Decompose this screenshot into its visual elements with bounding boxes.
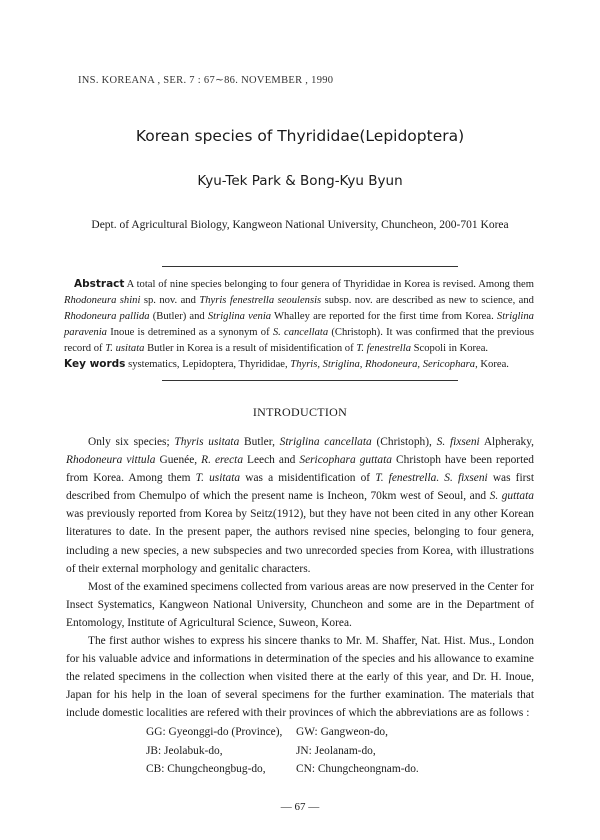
article-title: Korean species of Thyrididae(Lepidoptera)	[135, 127, 465, 145]
province-abbreviations	[146, 723, 419, 779]
abbreviation-row: CB: Chungcheongbug-do, CN: Chungcheongnam-do.	[146, 763, 419, 775]
abbreviation-row: GG: Gyeonggi-do (Province), GW: Gangweon-do,	[146, 726, 388, 738]
intro-paragraph-1: Only six species; Thyris usitata Butler, Striglina cancellata (Christoph), S. fixseni Alpheraky, Rhodoneura vittula Guenée, R. erecta Leech and Sericophara guttata Christoph have been reported from Korea. Among them T. usitata was a misidentification of T. fenestrella. S. fixseni was first described from Chemulpo of which the present name is Incheon, 70km west of Seoul, and S. guttata was previously reported from Korea by Seitz(1912), but they have not been cited in any other Korean literatures to date. In the present paper, the authors revised nine species, belonging to four genera, including a new species, a new subspecies and two unrecorded species from Korea, with illustrations of their external morphology and genitalic characters.	[66, 436, 535, 575]
intro-paragraph-2: Most of the examined specimens collected from various areas are now preserved in the Center for Insect Systematics, Kangweon National University, Chuncheon and some are in the Department of Entomology, Institute of Agricultural Science, Suweon, Korea.	[66, 580, 534, 629]
page-number: — 67 —	[280, 801, 320, 813]
top-divider	[162, 266, 458, 267]
keywords-label: Key words	[64, 358, 126, 370]
bottom-divider	[162, 380, 458, 381]
article-authors: Kyu-Tek Park & Bong-Kyu Byun	[197, 173, 403, 189]
section-heading: INTRODUCTION	[252, 405, 348, 419]
author-affiliation: Dept. of Agricultural Biology, Kangweon National University, Chuncheon, 200-701 Korea	[91, 219, 509, 231]
journal-citation: INS. KOREANA , SER. 7 : 67∼86. NOVEMBER , 1990	[78, 75, 334, 86]
introduction-body	[66, 433, 534, 723]
abstract-label: Abstract	[74, 278, 125, 290]
abbreviation-row: JB: Jeolabuk-do, JN: Jeolanam-do,	[146, 744, 376, 757]
intro-paragraph-3: The first author wishes to express his sincere thanks to Mr. M. Shaffer, Nat. Hist. Mus., London for his valuable advice and informations in determination of the species and his allowance to examine the related specimens in the collection when visited there at the early of this year, and Dr. H. Inoue, Japan for his help in the loan of several specimens for the further examination. The materials that include domestic localities are refered with their provinces of which the abbreviations are as follows :	[66, 635, 534, 720]
abstract: Abstract A total of nine species belonging to four genera of Thyrididae in Korea is revised. Among them Rhodoneura shini sp. nov. and Thyris fenestrella seoulensis subsp. nov. are described as new to science, and Rhodoneura pallida (Butler) and Striglina venia Whalley are reported for the first time from Korea. Striglina paravenia Inoue is detremined as a synonym of S. cancellata (Christoph). It was confirmed that the previous record of T. usitata Butler in Korea is a result of misidentification of T. fenestrella Scopoli in Korea.	[64, 278, 534, 354]
keywords: Key words systematics, Lepidoptera, Thyrididae, Thyris, Striglina, Rhodoneura, Sericophara, Korea.	[64, 358, 509, 370]
